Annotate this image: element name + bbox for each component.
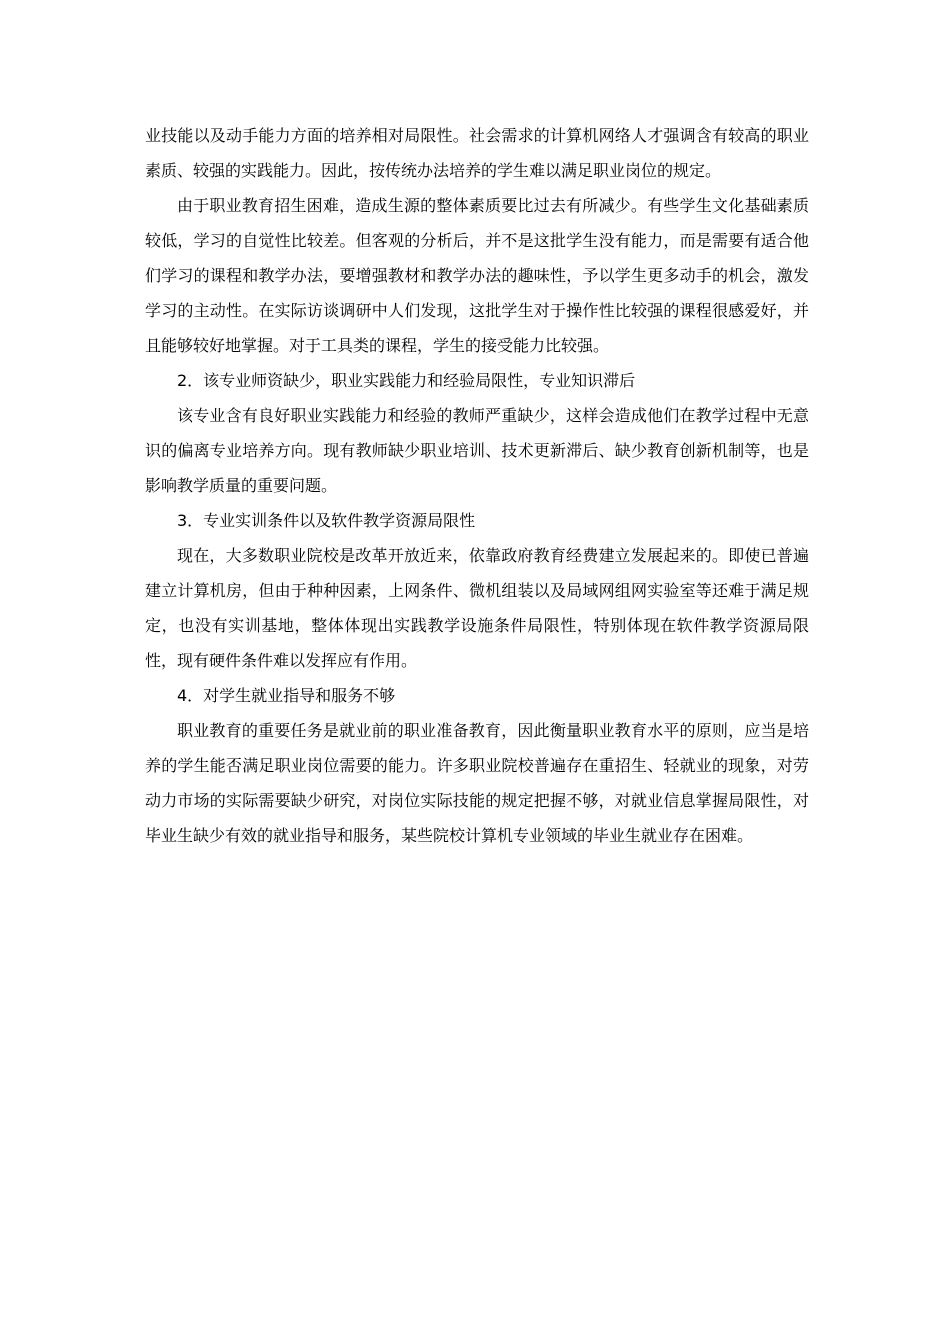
section-heading-faculty: 2．该专业师资缺少，职业实践能力和经验局限性，专业知识滞后 xyxy=(177,371,636,390)
paragraph-student-quality: 由于职业教育招生困难，造成生源的整体素质要比过去有所减少。有些学生文化基础素质较低，学习的自觉性比较差。但客观的分析后，并不是这批学生没有能力，而是需要有适合他们学习的课程和教学办法，要增强教材和教学办法的趣味性，予以学生更多动手的机会，激发学习的主动性。在实际访谈调研中人们发现，这批学生对于操作性比较强的课程很感爱好，并且能够较好地掌握。对于工具类的课程，学生的接受能力比较强。 xyxy=(145,196,809,355)
paragraph-continued: 业技能以及动手能力方面的培养相对局限性。社会需求的计算机网络人才强调含有较高的职业素质、较强的实践能力。因此，按传统办法培养的学生难以满足职业岗位的规定。 xyxy=(145,126,809,180)
section-heading-employment-guidance: 4．对学生就业指导和服务不够 xyxy=(177,686,396,705)
paragraph-training-conditions: 现在，大多数职业院校是改革开放近来，依靠政府教育经费建立发展起来的。即使已普遍建立计算机房，但由于种种因素，上网条件、微机组装以及局域网组网实验室等还难于满足规定，也没有实训基地，整体体现出实践教学设施条件局限性，特别体现在软件教学资源局限性，现有硬件条件难以发挥应有作用。 xyxy=(145,546,809,670)
paragraph-faculty: 该专业含有良好职业实践能力和经验的教师严重缺少，这样会造成他们在教学过程中无意识的偏离专业培养方向。现有教师缺少职业培训、技术更新滞后、缺少教育创新机制等，也是影响教学质量的重要问题。 xyxy=(145,406,809,495)
section-heading-training-conditions: 3．专业实训条件以及软件教学资源局限性 xyxy=(177,511,476,530)
document-page xyxy=(145,118,809,853)
paragraph-employment-guidance: 职业教育的重要任务是就业前的职业准备教育，因此衡量职业教育水平的原则，应当是培养的学生能否满足职业岗位需要的能力。许多职业院校普遍存在重招生、轻就业的现象，对劳动力市场的实际需要缺少研究，对岗位实际技能的规定把握不够，对就业信息掌握局限性，对毕业生缺少有效的就业指导和服务，某些院校计算机专业领域的毕业生就业存在困难。 xyxy=(145,721,809,845)
